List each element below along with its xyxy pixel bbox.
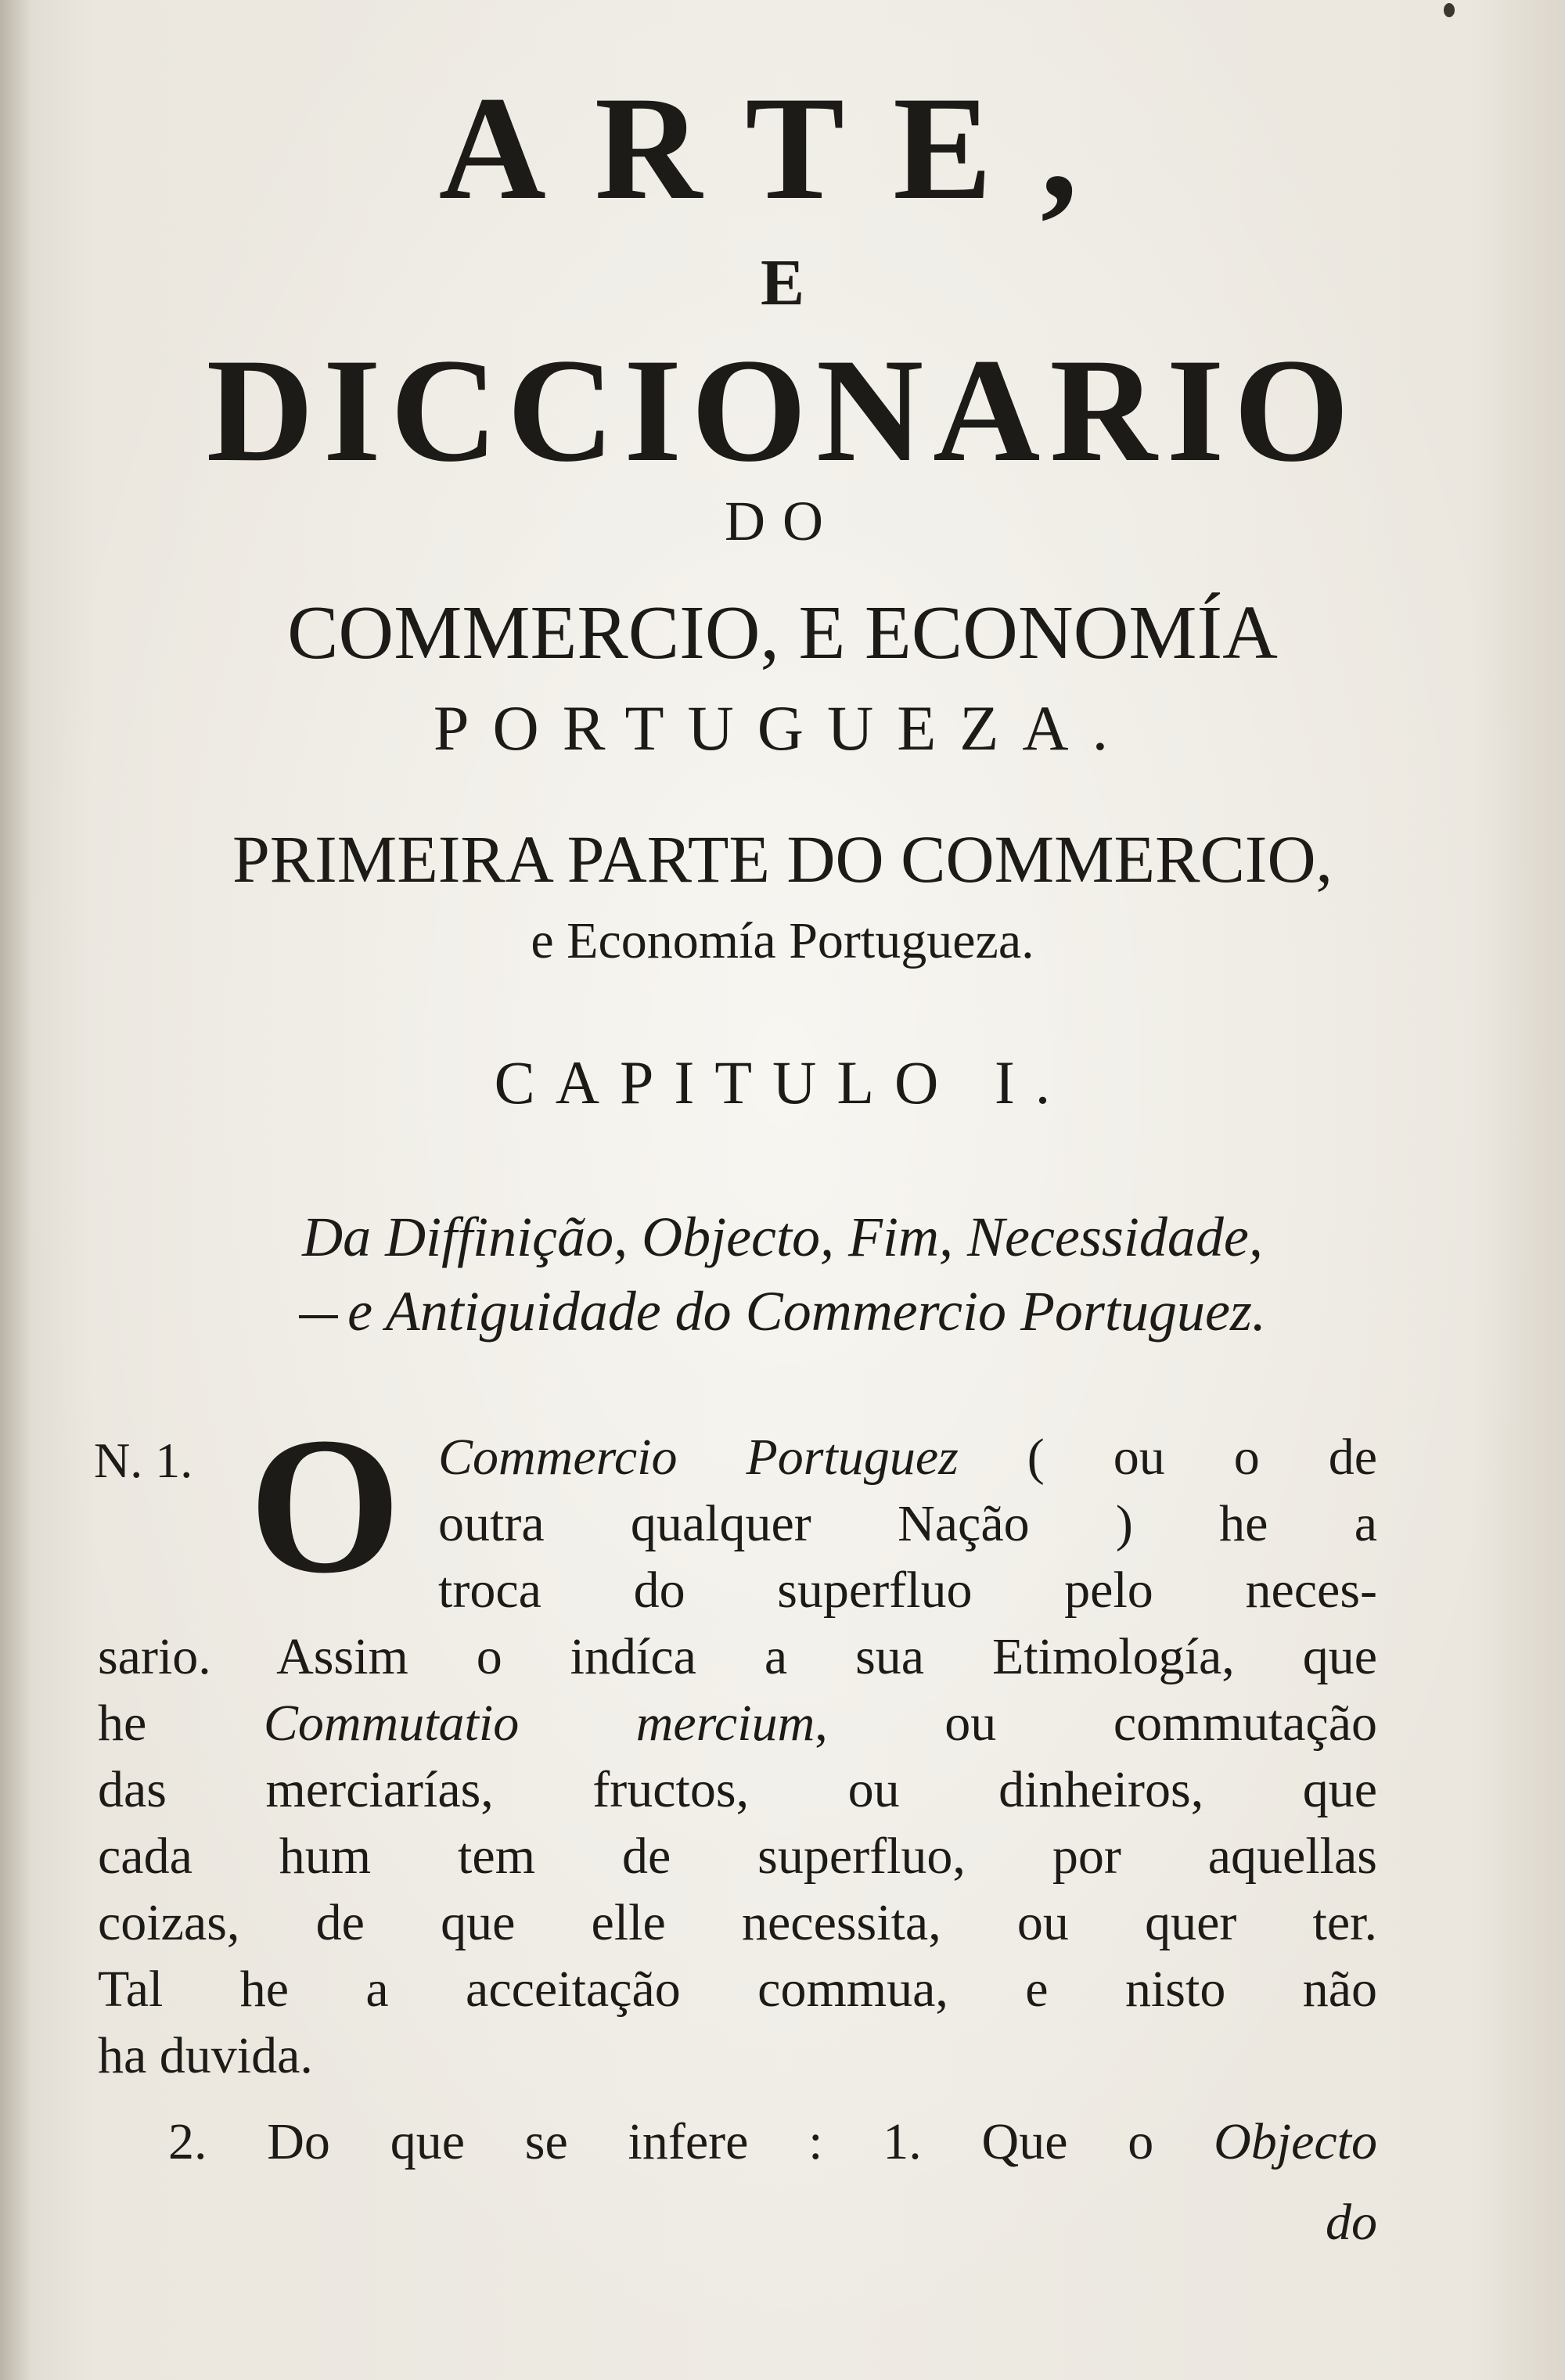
body-line-3: troca do superfluo pelo neces- (438, 1562, 1377, 1619)
body-line-10: ha duvida. (98, 2027, 313, 2084)
body-line-1-italic: Commercio Portuguez (438, 1429, 959, 1486)
body-line-9: Tal he a acceitação commua, e nisto não (98, 1961, 1377, 2018)
body-line-2: outra qualquer Nação ) he a (438, 1495, 1377, 1552)
title-line-arte: ARTE, (438, 67, 1127, 231)
body-line-8: coizas, de que elle necessita, ou quer ter. (98, 1894, 1377, 1951)
title-line-portugueza: PORTUGUEZA. (433, 692, 1132, 764)
chapter-label: CAPITULO I. (494, 1048, 1071, 1116)
chapter-heading-line1: Da Diffinição, Objecto, Fim, Necessidade, (302, 1206, 1263, 1268)
chapter-heading-line2 (0, 1280, 1565, 1343)
body-line-5 (98, 1695, 1377, 1752)
title-line-e: E (760, 246, 805, 319)
paragraph-2-line (168, 2113, 1377, 2170)
catchword: do (1326, 2194, 1377, 2251)
title-line-do: DO (725, 490, 840, 552)
ink-spot (1444, 3, 1455, 17)
part-subtitle: e Economía Portugueza. (531, 912, 1034, 969)
title-line-diccionario: DICCIONARIO (206, 329, 1359, 493)
body-line-7: cada hum tem de superfluo, por aquellas (98, 1828, 1377, 1885)
paragraph-2-start: 2. Do que se infere : 1. Que o (168, 2113, 1214, 2170)
body-line-5-start: he (98, 1695, 264, 1752)
chapter-heading-line2-text: e Antiguidade do Commercio Portuguez. (347, 1280, 1266, 1343)
drop-cap: O (249, 1397, 401, 1614)
title-line-commercio: COMMERCIO, E ECONOMÍA (287, 591, 1278, 675)
body-line-6: das merciarías, fructos, ou dinheiros, que (98, 1761, 1377, 1818)
body-line-1 (438, 1429, 1377, 1486)
body-line-5-italic: Commutatio mercium (263, 1695, 815, 1752)
paragraph-number: N. 1. (94, 1433, 193, 1488)
paragraph-2-italic: Objecto (1214, 2113, 1377, 2170)
heading-dash (299, 1315, 338, 1318)
part-title: PRIMEIRA PARTE DO COMMERCIO, (232, 821, 1333, 897)
body-line-5-rest: , ou commutação (815, 1695, 1377, 1752)
body-line-4: sario. Assim o indíca a sua Etimología, que (98, 1628, 1377, 1685)
body-line-1-rest: ( ou o de (958, 1429, 1377, 1486)
